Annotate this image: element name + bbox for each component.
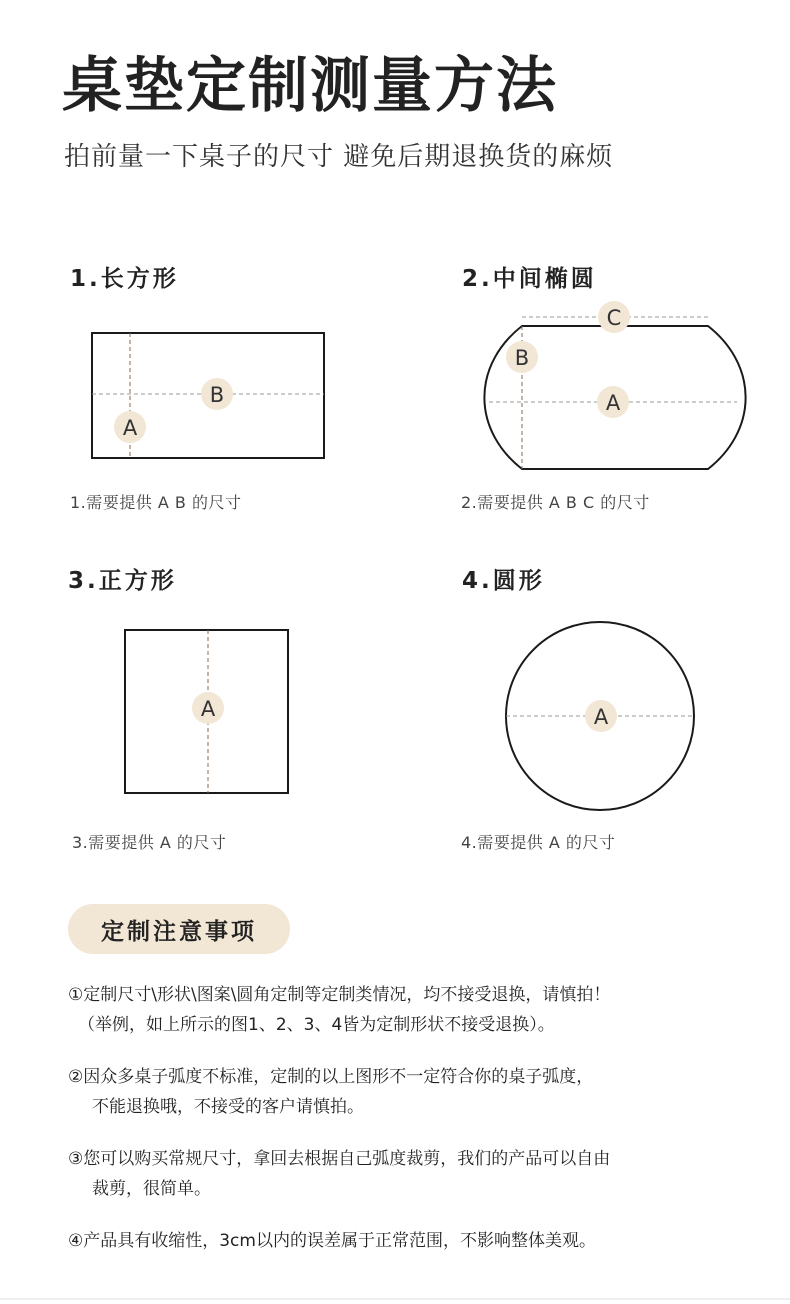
marker-c [598,301,630,333]
note-4-line-1: ④产品具有收缩性，3cm以内的误差属于正常范围，不影响整体美观。 [68,1231,596,1251]
marker-b-label: B [514,346,530,370]
bottom-divider [0,1298,790,1300]
marker-a-label: A [593,705,609,729]
marker-c-label: C [606,306,622,330]
shape-caption-rectangle: 1.需要提供 A B 的尺寸 [70,493,242,512]
notes-list [68,980,768,1278]
rectangle-diagram [80,320,340,470]
circle-diagram [500,618,700,818]
marker-a-label: A [122,416,138,440]
marker-b [201,378,233,410]
shape-title-circle: 4.圆形 [462,568,545,594]
note-1-line-1: ①定制尺寸\形状\图案\圆角定制等定制类情况，均不接受退换，请慎拍！ [68,985,611,1005]
marker-b-label: B [209,383,225,407]
page-title: 桌垫定制测量方法 [62,51,558,121]
marker-a [192,692,224,724]
notes-section-title: 定制注意事项 [68,904,290,954]
shape-caption-square: 3.需要提供 A 的尺寸 [72,833,227,852]
oval-diagram [480,300,750,480]
note-2-line-2: 不能退换哦，不接受的客户请慎拍。 [92,1097,364,1117]
marker-a [585,700,617,732]
shape-title-rectangle: 1.长方形 [70,266,179,292]
marker-a [597,386,629,418]
square-diagram [115,620,300,805]
marker-a [114,411,146,443]
shape-title-oval: 2.中间椭圆 [462,266,597,292]
shape-title-square: 3.正方形 [68,568,177,594]
page-subtitle: 拍前量一下桌子的尺寸 避免后期退换货的麻烦 [64,142,614,172]
note-item-1 [68,980,768,1040]
marker-a-label: A [200,697,216,721]
note-item-4 [68,1226,768,1256]
note-3-line-2: 裁剪，很简单。 [92,1179,211,1199]
note-1-line-2: （举例，如上所示的图1、2、3、4皆为定制形状不接受退换）。 [78,1015,555,1035]
note-item-2 [68,1062,768,1122]
marker-a-label: A [605,391,621,415]
note-3-line-1: ③您可以购买常规尺寸，拿回去根据自己弧度裁剪，我们的产品可以自由 [68,1149,611,1169]
shape-caption-circle: 4.需要提供 A 的尺寸 [461,833,616,852]
note-item-3 [68,1144,768,1204]
note-2-line-1: ②因众多桌子弧度不标准，定制的以上图形不一定符合你的桌子弧度， [68,1067,594,1087]
marker-b [506,341,538,373]
shape-caption-oval: 2.需要提供 A B C 的尺寸 [461,493,650,512]
